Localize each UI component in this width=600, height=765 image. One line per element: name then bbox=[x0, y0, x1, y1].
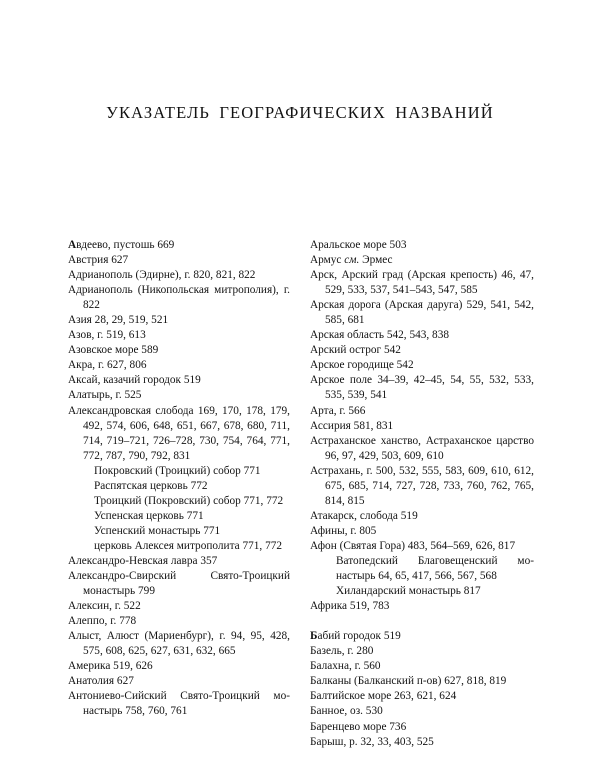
entry-text: Алатырь, г. 525 bbox=[68, 389, 142, 402]
entry-text: Атакарск, слобода 519 bbox=[310, 509, 418, 522]
index-entry bbox=[310, 689, 534, 704]
entry-text: Распятская церковь 772 bbox=[94, 479, 208, 492]
entry-text: Афины, г. 805 bbox=[310, 524, 377, 537]
entry-text: Александровская слобода 169, 170, 178, 179, 492, 574, 606, 648, 651, 667, 678, 680, 711, 714, 719–721, 726–728, 730, 754, 764, 771, 772, 787, 790, 792, 831 bbox=[68, 404, 290, 462]
index-subentry bbox=[68, 494, 290, 509]
index-entry bbox=[68, 629, 290, 659]
entry-text: Арское городище 542 bbox=[310, 359, 414, 372]
index-entry bbox=[310, 328, 534, 343]
entry-text: Адрианополь (Никопольская митрополия), г. 822 bbox=[68, 284, 290, 312]
entry-text: Америка 519, 626 bbox=[68, 660, 153, 673]
entry-text: Азов, г. 519, 613 bbox=[68, 329, 146, 342]
index-entry bbox=[68, 328, 290, 343]
section-initial-letter: Б bbox=[310, 630, 318, 643]
index-subentry bbox=[310, 554, 534, 584]
index-entry bbox=[68, 388, 290, 403]
index-column-left bbox=[68, 238, 290, 720]
entry-text: Антониево-Сийский Свято-Троицкий монастырь 758, 760, 761 bbox=[68, 690, 290, 718]
entry-text: Успенская церковь 771 bbox=[94, 509, 204, 522]
entry-text: Адрианополь (Эдирне), г. 820, 821, 822 bbox=[68, 269, 256, 282]
index-entry bbox=[310, 674, 534, 689]
index-entry bbox=[68, 599, 290, 614]
index-entry bbox=[310, 509, 534, 524]
index-entry bbox=[310, 253, 534, 268]
entry-text: Арский острог 542 bbox=[310, 344, 401, 357]
index-entry bbox=[68, 313, 290, 328]
index-entry bbox=[310, 268, 534, 298]
index-entry bbox=[68, 614, 290, 629]
entry-text: Балахна, г. 560 bbox=[310, 660, 381, 673]
entry-text: Алыст, Алюст (Мариенбург), г. 94, 95, 428, 575, 608, 625, 627, 631, 632, 665 bbox=[68, 630, 290, 658]
entry-text: Азовское море 589 bbox=[68, 344, 159, 357]
entry-text: Арск, Арский град (Арская крепость) 46, 47, 529, 533, 537, 541–543, 547, 585 bbox=[310, 269, 534, 297]
index-entry bbox=[310, 404, 534, 419]
index-entry bbox=[310, 539, 534, 554]
index-entry bbox=[310, 720, 534, 735]
index-entry bbox=[68, 343, 290, 358]
index-entry bbox=[68, 283, 290, 313]
entry-text: Александро-Свирский Свято-Троицкий монастырь 799 bbox=[68, 570, 290, 598]
index-subentry bbox=[310, 584, 534, 599]
index-entry bbox=[310, 298, 534, 328]
entry-text: Ассирия 581, 831 bbox=[310, 419, 394, 432]
entry-text: Барыш, р. 32, 33, 403, 525 bbox=[310, 735, 434, 748]
index-entry bbox=[310, 434, 534, 464]
entry-text: Астраханское ханство, Астраханское царство 96, 97, 429, 503, 609, 610 bbox=[310, 434, 534, 462]
index-entry bbox=[68, 253, 290, 268]
entry-text: Акра, г. 627, 806 bbox=[68, 359, 147, 372]
entry-text: Алексин, г. 522 bbox=[68, 600, 141, 613]
index-column-right bbox=[310, 238, 534, 750]
entry-text: Аральское море 503 bbox=[310, 239, 407, 251]
entry-text: Покровский (Троицкий) собор 771 bbox=[94, 464, 261, 477]
entry-text-continued: Эрмес bbox=[359, 254, 393, 267]
entry-text: Азия 28, 29, 519, 521 bbox=[68, 314, 169, 327]
index-entry bbox=[310, 599, 534, 614]
index-entry bbox=[310, 419, 534, 434]
index-entry bbox=[310, 524, 534, 539]
index-entry bbox=[310, 629, 534, 644]
entry-text: Банное, оз. 530 bbox=[310, 705, 383, 718]
entry-text: Успенский монастырь 771 bbox=[94, 524, 221, 537]
entry-text: Арта, г. 566 bbox=[310, 404, 366, 417]
entry-text: Балтийское море 263, 621, 624 bbox=[310, 690, 457, 703]
index-entry bbox=[310, 358, 534, 373]
index-entry bbox=[68, 404, 290, 464]
index-subentry bbox=[68, 479, 290, 494]
index-entry bbox=[68, 373, 290, 388]
entry-text: Александро-Невская лавра 357 bbox=[68, 554, 218, 567]
entry-text: Ватопедский Благовещенский монастырь 64, 65, 417, 566, 567, 568 bbox=[336, 554, 534, 583]
entry-text: Анатолия 627 bbox=[68, 675, 134, 688]
index-entry bbox=[310, 343, 534, 358]
index-subentry bbox=[68, 524, 290, 539]
index-subentry bbox=[68, 464, 290, 479]
entry-text: Хиландарский монастырь 817 bbox=[336, 585, 481, 598]
entry-text: Арское поле 34–39, 42–45, 54, 55, 532, 533, 535, 539, 541 bbox=[310, 374, 534, 402]
entry-text: абий городок 519 bbox=[317, 630, 401, 643]
entry-text: Базель, г. 280 bbox=[310, 645, 374, 658]
index-subentry bbox=[68, 509, 290, 524]
index-entry bbox=[310, 659, 534, 674]
index-entry bbox=[310, 464, 534, 509]
index-entry bbox=[68, 554, 290, 569]
entry-text: Астрахань, г. 500, 532, 555, 583, 609, 610, 612, 675, 685, 714, 727, 728, 733, 760, 762, 765, 814, 815 bbox=[310, 464, 534, 507]
entry-text: Баренцево море 736 bbox=[310, 720, 407, 733]
index-entry bbox=[68, 268, 290, 283]
index-entry bbox=[68, 358, 290, 373]
entry-text: Троицкий (Покровский) собор 771, 772 bbox=[94, 494, 284, 507]
page-title: УКАЗАТЕЛЬ ГЕОГРАФИЧЕСКИХ НАЗВАНИЙ bbox=[106, 103, 494, 123]
entry-text: Австрия 627 bbox=[68, 254, 129, 267]
index-entry bbox=[68, 238, 290, 253]
index-entry bbox=[68, 689, 290, 719]
section-separator bbox=[310, 614, 534, 629]
index-entry bbox=[310, 373, 534, 403]
index-entry bbox=[310, 644, 534, 659]
entry-text: вдеево, пустошь 669 bbox=[76, 239, 175, 251]
entry-text: Аксай, казачий городок 519 bbox=[68, 374, 201, 387]
index-entry bbox=[68, 674, 290, 689]
index-entry bbox=[310, 704, 534, 719]
entry-text: Афон (Святая Гора) 483, 564–569, 626, 817 bbox=[310, 539, 516, 552]
entry-text: Алеппо, г. 778 bbox=[68, 615, 137, 628]
entry-text: церковь Алексея митрополита 771, 772 bbox=[94, 539, 283, 552]
entry-text: Африка 519, 783 bbox=[310, 600, 390, 613]
entry-text: Арская дорога (Арская даруга) 529, 541, 542, 585, 681 bbox=[310, 299, 534, 327]
entry-text: Армус bbox=[310, 254, 345, 267]
index-entry bbox=[68, 659, 290, 674]
index-entry bbox=[310, 735, 534, 750]
cross-reference-marker: см. bbox=[344, 254, 360, 267]
index-entry bbox=[68, 569, 290, 599]
section-initial-letter: А bbox=[68, 239, 77, 251]
index-entry bbox=[310, 238, 534, 253]
entry-text: Балканы (Балканский п-ов) 627, 818, 819 bbox=[310, 675, 507, 688]
index-subentry bbox=[68, 539, 290, 554]
entry-text: Арская область 542, 543, 838 bbox=[310, 329, 449, 342]
